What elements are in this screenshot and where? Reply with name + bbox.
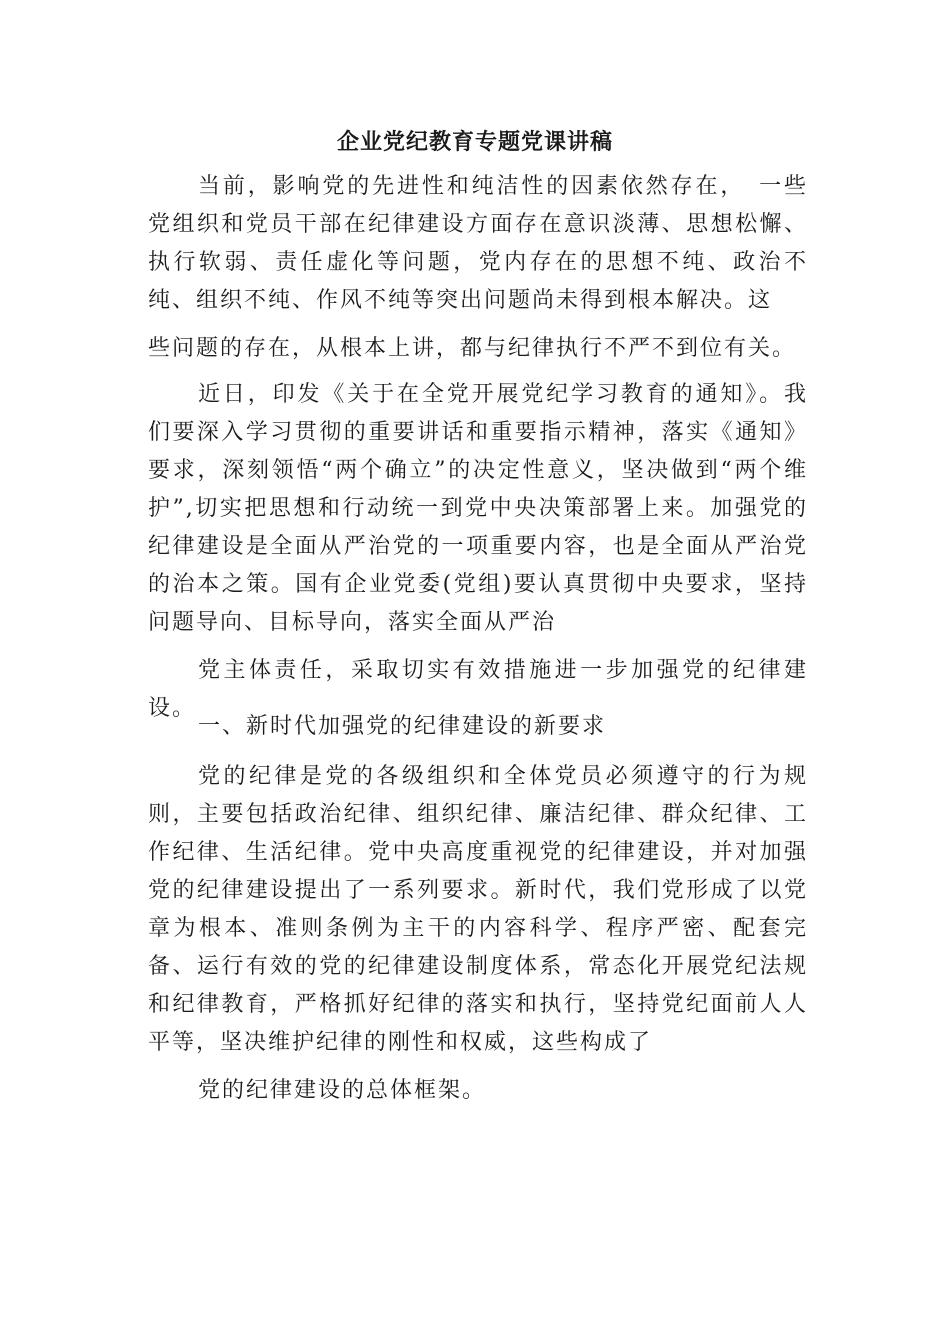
section-paragraph-main: 党的纪律是党的各级组织和全体党员必须遵守的行为规则，主要包括政治纪律、组织纪律、廉洁纪律、群众纪律、工作纪律、生活纪律。党中央高度重视党的纪律建设，并对加强党的纪律建设提出了一系列要求。新时代，我们党形成了以党章为根本、准则条例为主干的内容科学、程序严密、配套完备、运行有效的党的纪律建设制度体系，常态化开展党纪法规和纪律教育，严格抓好纪律的落实和执行，坚持党纪面前人人平等，坚决维护纪律的刚性和权威，这些构成了 <box>148 764 808 1055</box>
paragraph-1-main: 当前，影响党的先进性和纯洁性的因素依然存在， 一些党组织和党员干部在纪律建设方面存在意识淡薄、思想松懈、执行软弱、责任虚化等问题，党内存在的思想不纯、政治不纯、组织不纯、作风不纯等突出问题尚未得到根本解决。这 <box>148 174 808 313</box>
section-paragraph <box>148 758 808 1110</box>
paragraph-1-tail: 些问题的存在，从根本上讲，都与纪律执行不严不到位有关。 <box>148 336 797 361</box>
document-title: 企业党纪教育专题党课讲稿 <box>336 129 613 155</box>
paragraph-2-tail: 党主体责任，采取切实有效措施进一步加强党的纪律建设。 <box>148 658 808 721</box>
section-heading: 一、新时代加强党的纪律建设的新要求 <box>198 714 607 739</box>
section-paragraph-tail: 党的纪律建设的总体框架。 <box>198 1078 487 1103</box>
paragraph-2-main: 近日，印发《关于在全党开展党纪学习教育的通知》。我们要深入学习贯彻的重要讲话和重要指示精神，落实《通知》要求，深刻领悟“两个确立”的决定性意义，坚决做到“两个维护”,切实把思想和行动统一到党中央决策部署上来。加强党的纪律建设是全面从严治党的一项重要内容，也是全面从严治党的治本之策。国有企业党委(党组)要认真贯彻中央要求，坚持问题导向、目标导向，落实全面从严治 <box>148 382 808 635</box>
paragraph-1 <box>148 168 808 368</box>
paragraph-2 <box>148 376 808 728</box>
